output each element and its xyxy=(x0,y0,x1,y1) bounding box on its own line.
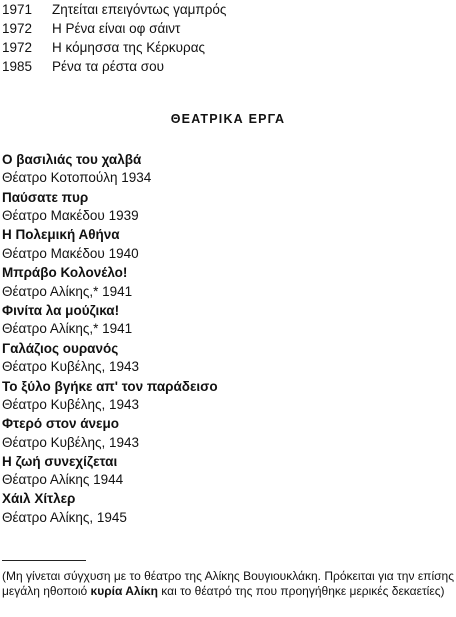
play-theatre: Θέατρο Κοτοπούλη 1934 xyxy=(2,170,152,185)
play-title: Μπράβο Κολονέλο! xyxy=(2,265,128,280)
play-theatre: Θέατρο Αλίκης 1944 xyxy=(2,472,124,487)
film-year: 1985 xyxy=(2,59,33,74)
film-row xyxy=(2,2,226,18)
film-row xyxy=(2,21,180,37)
play-title: Παύσατε πυρ xyxy=(2,190,89,205)
film-title: Η Ρένα είναι οφ σάιντ xyxy=(52,21,181,36)
film-row xyxy=(2,59,164,75)
play-title: Ο βασιλιάς του χαλβά xyxy=(2,152,142,167)
film-title: Ρένα τα ρέστα σου xyxy=(52,59,164,74)
footnote-emphasis: κυρία Αλίκη xyxy=(90,584,158,598)
play-title: Φτερό στον άνεμο xyxy=(2,416,119,431)
footnote-text-after: και το θέατρό της που προηγήθηκε μερικές δεκαετίες) xyxy=(157,584,445,598)
play-title: Η Πολεμική Αθήνα xyxy=(2,227,120,242)
play-title: Το ξύλο βγήκε απ' τον παράδεισο xyxy=(2,379,218,394)
film-title: Ζητείται επειγόντως γαμπρός xyxy=(52,2,227,17)
film-row xyxy=(2,40,205,56)
play-theatre: Θέατρο Αλίκης, 1945 xyxy=(2,510,127,525)
play-title: Χάιλ Χίτλερ xyxy=(2,491,76,506)
film-year: 1971 xyxy=(2,2,33,17)
play-title: Η ζωή συνεχίζεται xyxy=(2,454,118,469)
play-theatre: Θέατρο Μακέδου 1940 xyxy=(2,246,139,261)
footnote-rule xyxy=(2,560,86,561)
play-theatre: Θέατρο Κυβέλης, 1943 xyxy=(2,397,140,412)
play-theatre: Θέατρο Αλίκης,* 1941 xyxy=(2,321,133,336)
play-theatre: Θέατρο Μακέδου 1939 xyxy=(2,208,139,223)
play-theatre: Θέατρο Κυβέλης, 1943 xyxy=(2,435,140,450)
section-title: ΘΕΑΤΡΙΚΑ ΕΡΓΑ xyxy=(170,112,286,126)
film-year: 1972 xyxy=(2,40,33,55)
play-title: Γαλάζιος ουρανός xyxy=(2,341,119,356)
film-title: Η κόμησσα της Κέρκυρας xyxy=(52,40,206,55)
play-title: Φινίτα λα μούζικα! xyxy=(2,303,120,318)
play-theatre: Θέατρο Κυβέλης, 1943 xyxy=(2,359,140,374)
footnote-text-before: (Μη γίνεται σύγχυση με το θέατρο της Αλίκης Βουγιουκλάκη. Πρόκειται για την επίσης μεγάλη ηθοποιό xyxy=(2,569,454,598)
play-theatre: Θέατρο Αλίκης,* 1941 xyxy=(2,284,133,299)
footnote xyxy=(2,569,454,599)
film-year: 1972 xyxy=(2,21,33,36)
